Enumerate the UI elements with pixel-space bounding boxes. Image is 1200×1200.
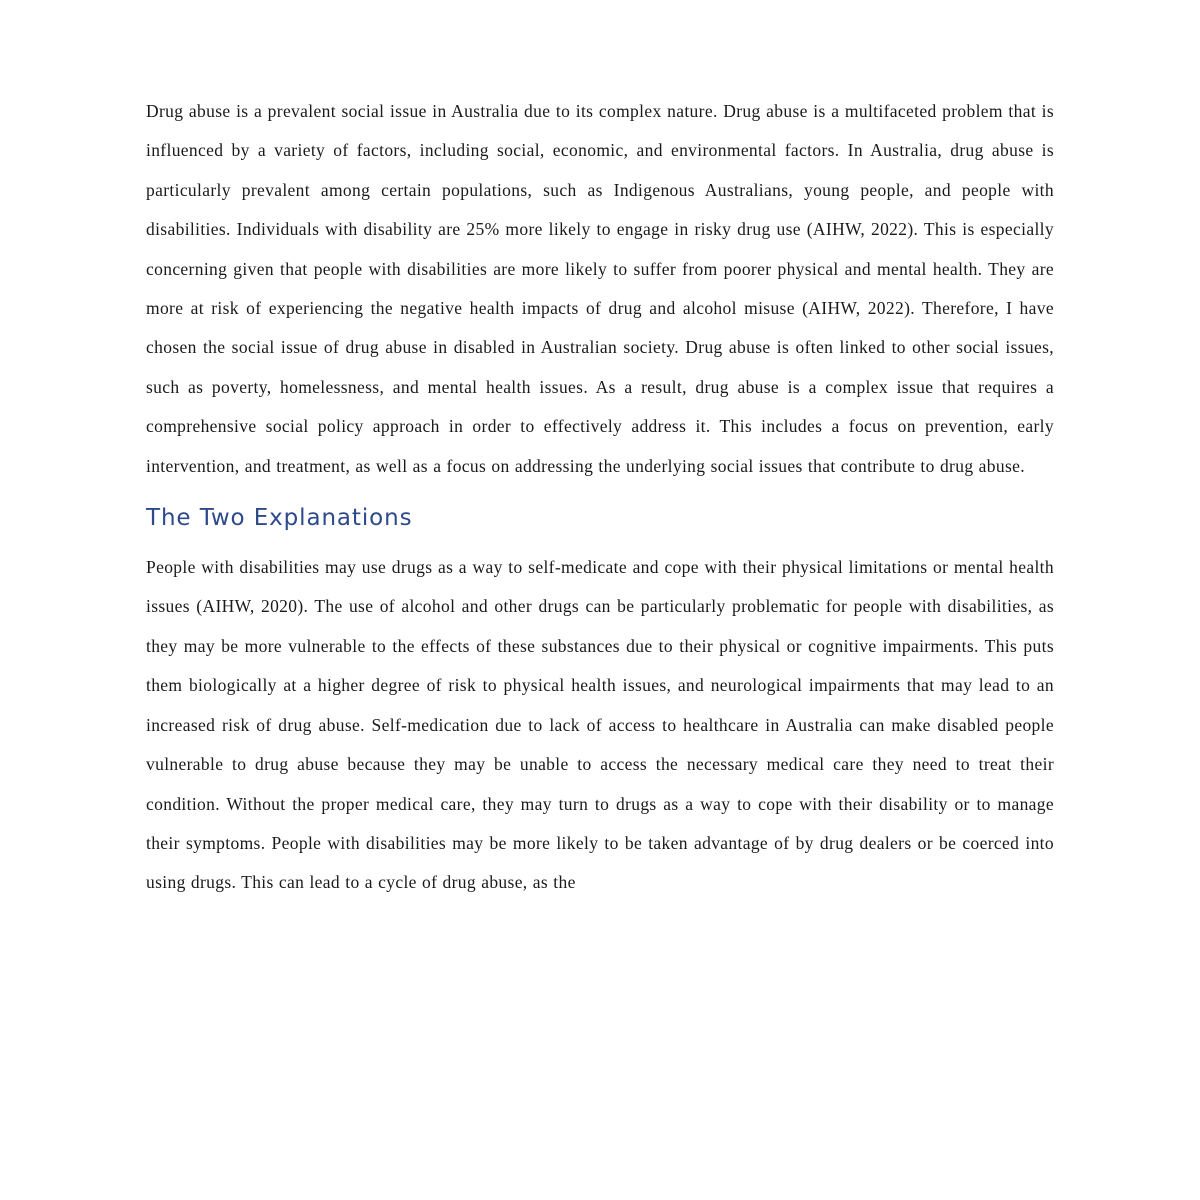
intro-paragraph: Drug abuse is a prevalent social issue in Australia due to its complex nature. Drug abuse is a multifaceted problem that is influenced by a variety of factors, including social, economic, and environmental factors. In Australia, drug abuse is particularly prevalent among certain populations, such as Indigenous Australians, young people, and people with disabilities. Individuals with disability are 25% more likely to engage in risky drug use (AIHW, 2022). This is especially concerning given that people with disabilities are more likely to suffer from poorer physical and mental health. They are more at risk of experiencing the negative health impacts of drug and alcohol misuse (AIHW, 2022). Therefore, I have chosen the social issue of drug abuse in disabled in Australian society. Drug abuse is often linked to other social issues, such as poverty, homelessness, and mental health issues. As a result, drug abuse is a complex issue that requires a comprehensive social policy approach in order to effectively address it. This includes a focus on prevention, early intervention, and treatment, as well as a focus on addressing the underlying social issues that contribute to drug abuse. [146, 101, 1054, 476]
section-heading: The Two Explanations [146, 505, 413, 532]
section-paragraph: People with disabilities may use drugs as a way to self-medicate and cope with their physical limitations or mental health issues (AIHW, 2020). The use of alcohol and other drugs can be particularly problematic for people with disabilities, as they may be more vulnerable to the effects of these substances due to their physical or cognitive impairments. This puts them biologically at a higher degree of risk to physical health issues, and neurological impairments that may lead to an increased risk of drug abuse. Self-medication due to lack of access to healthcare in Australia can make disabled people vulnerable to drug abuse because they may be unable to access the necessary medical care they need to treat their condition. Without the proper medical care, they may turn to drugs as a way to cope with their disability or to manage their symptoms. People with disabilities may be more likely to be taken advantage of by drug dealers or be coerced into using drugs. This can lead to a cycle of drug abuse, as the [146, 557, 1054, 893]
document-page [146, 92, 1054, 982]
